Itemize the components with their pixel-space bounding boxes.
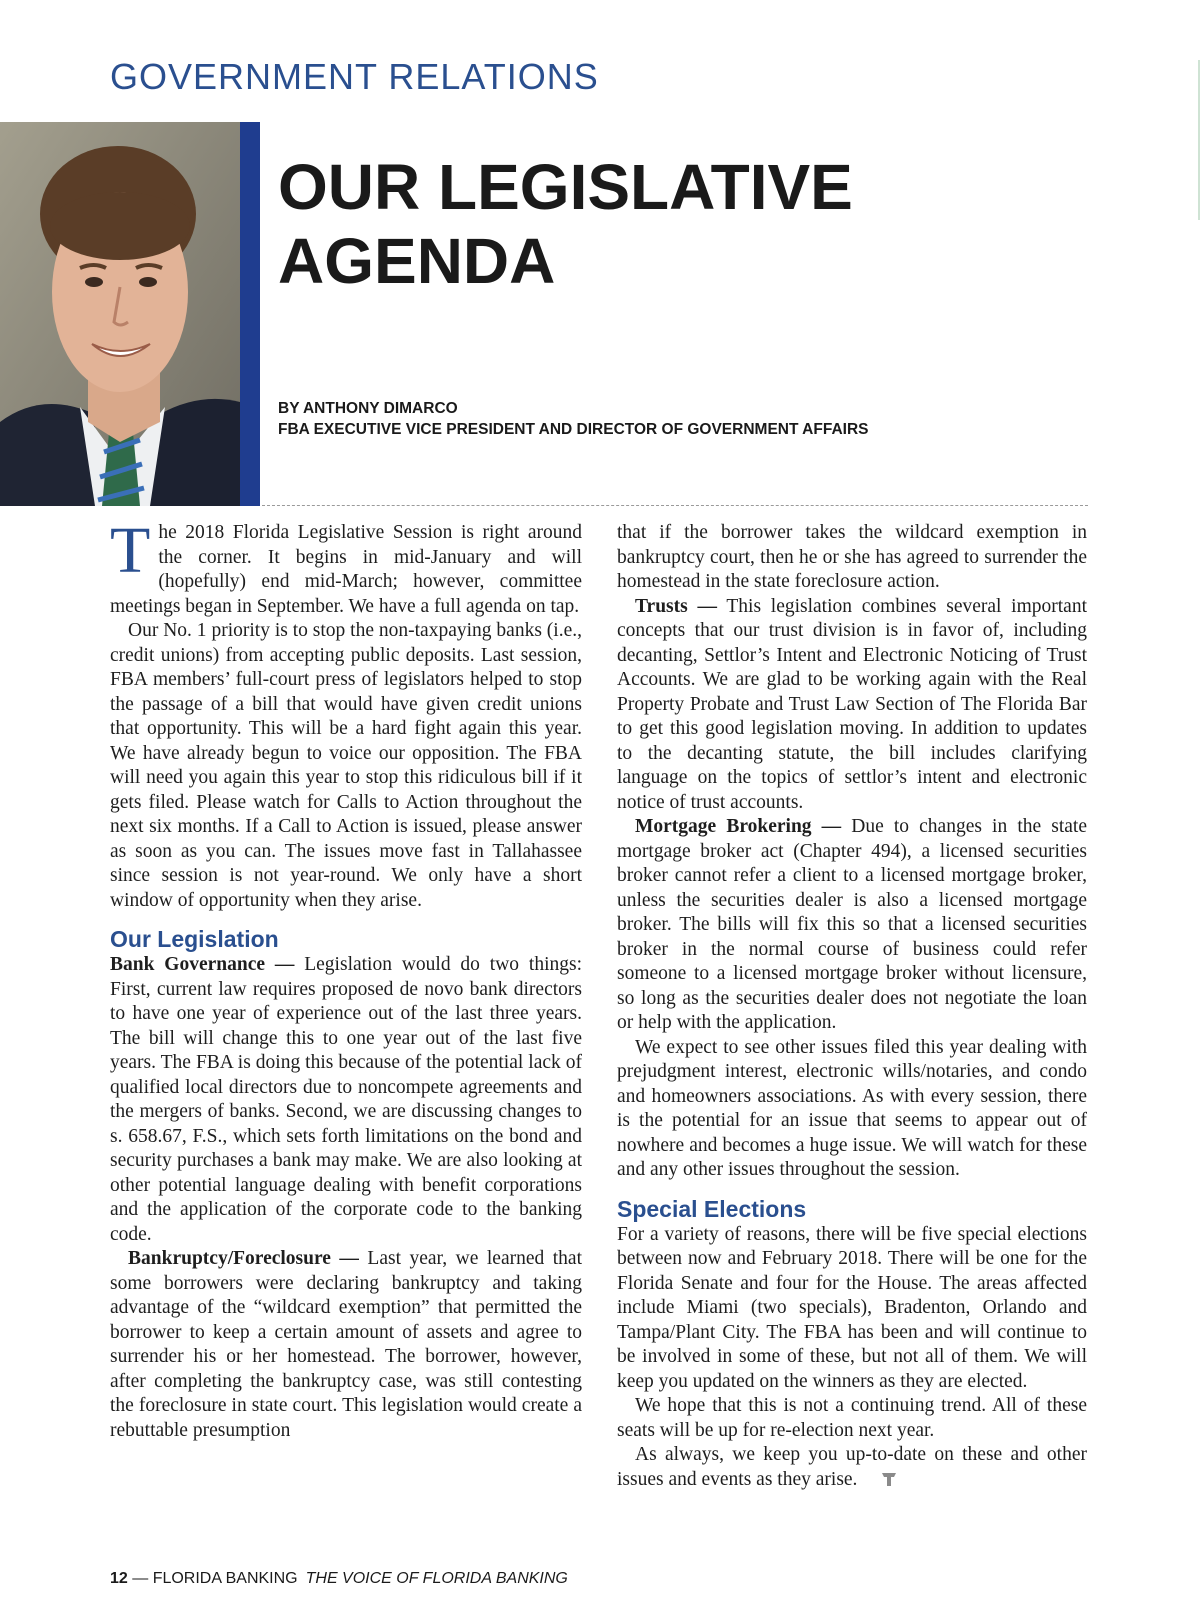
dashed-divider: [262, 505, 1088, 506]
byline: [278, 398, 868, 440]
priority-paragraph: Our No. 1 priority is to stop the non-taxpaying banks (i.e., credit unions) from accepting public deposits. Last session, FBA members’ full-court press of legislators helped to stop the passage of a bill that would have given credit unions that opportunity. This will be a hard fight again this year. We have already begun to voice our opposition. The FBA will need you again this year to stop this ridiculous bill if it gets filed. Please watch for Calls to Action throughout the next six months. If a Call to Action is issued, please answer as soon as you can. The issues move fast in Tallahassee since session is not year-round. We only have a short window of opportunity when they arise.: [110, 620, 582, 911]
heading-our-legislation: Our Legislation: [110, 926, 279, 952]
page-number: 12: [110, 1570, 128, 1587]
publication-tagline: THE VOICE OF FLORIDA BANKING: [305, 1570, 568, 1587]
lead-trusts: Trusts —: [635, 595, 717, 617]
intro-paragraph: The 2018 Florida Legislative Session is right around the corner. It begins in mid-January and will (hopefully) end mid-March; however, committee meetings began in September. We have a full agenda on tap.: [110, 514, 582, 617]
title-line-2: AGENDA: [278, 225, 556, 297]
publication-name: — FLORIDA BANKING: [127, 1570, 298, 1587]
elections-paragraph: For a variety of reasons, there will be five special elections between now and February 2018. There will be one for the Florida Senate and four for the House. The areas affected include Miami (two specials), Bradenton, Orlando and Tampa/Plant City. The FBA has been and will continue to be involved in some of these, but not all of them. We will keep you updated on the winners as they are elected.: [617, 1223, 1087, 1392]
byline-author: BY ANTHONY DIMARCO: [278, 400, 458, 417]
bank-governance-paragraph: Bank Governance — Legislation would do two things: First, current law requires proposed de novo bank directors to have one year of experience out of the last three years. The bill will change this to one year out of the last five years. The FBA is doing this because of the potential lack of qualified local directors due to noncompete agreements and the mergers of banks. Second, we are discussing changes to s. 658.67, F.S., which sets forth limitations on the bond and security purchases a bank may make. We are also looking at other potential language dealing with benefit corporations and the application of the corporate code to the banking code.: [110, 954, 582, 1245]
author-photo: [0, 122, 240, 506]
heading-special-elections: Special Elections: [617, 1195, 807, 1222]
trend-paragraph: We hope that this is not a continuing trend. All of these seats will be up for re-election next year.: [617, 1395, 1087, 1441]
fba-end-mark-icon: [863, 1470, 897, 1495]
right-column: [617, 521, 1087, 1494]
title-accent-bar: [240, 122, 260, 506]
trusts-paragraph: Trusts — This legislation combines several important concepts that our trust division is in favor of, including decanting, Settlor’s Intent and Electronic Noticing of Trust Accounts. We are glad to be working again with the Real Property Probate and Trust Law Section of The Florida Bar to get this good legislation moving. In addition to updates to the decanting statute, the bill includes clarifying language on the topics of settlor’s intent and electronic notice of trust accounts.: [617, 595, 1088, 813]
drop-cap: T: [110, 514, 151, 587]
section-label: GOVERNMENT RELATIONS: [110, 56, 599, 97]
lead-mortgage: Mortgage Brokering —: [635, 816, 842, 837]
other-issues-paragraph: We expect to see other issues filed this year dealing with prejudgment interest, electronic wills/notaries, and condo and homeowners associations. As with every session, there is the potential for an issue that seems to appear out of nowhere and becomes a huge issue. We will watch for these and any other issues throughout the session.: [617, 1036, 1087, 1180]
portrait-image: [0, 122, 240, 506]
closing-paragraph: As always, we keep you up-to-date on these and other issues and events as they arise.: [617, 1443, 1087, 1494]
article-title: [278, 150, 978, 298]
bankruptcy-continued-paragraph: that if the borrower takes the wildcard exemption in bankruptcy court, then he or she has agreed to surrender the homestead in the state foreclosure action.: [617, 522, 1087, 592]
byline-role: FBA EXECUTIVE VICE PRESIDENT AND DIRECTOR OF GOVERNMENT AFFAIRS: [278, 421, 869, 438]
lead-bankruptcy: Bankruptcy/Foreclosure —: [128, 1248, 359, 1269]
mortgage-paragraph: Mortgage Brokering — Due to changes in the state mortgage broker act (Chapter 494), a licensed securities broker cannot refer a client to a licensed mortgage broker, unless the securities dealer is also a licensed mortgage broker. The bills will fix this so that a licensed securities broker in the normal course of business could refer someone to a licensed mortgage broker without licensure, so long as the securities dealer does not negotiate the loan or help with the application.: [617, 816, 1087, 1033]
bankruptcy-paragraph: Bankruptcy/Foreclosure — Last year, we learned that some borrowers were declaring bankruptcy and taking advantage of the “wildcard exemption” that permitted the borrower to keep a certain amount of assets and agree to surrender his or her homestead. The borrower, however, after completing the bankruptcy case, was still contesting the foreclosure in state court. This legislation would create a rebuttable presumption: [110, 1248, 582, 1441]
title-line-1: OUR LEGISLATIVE: [278, 151, 853, 223]
lead-bank-governance: Bank Governance —: [110, 954, 295, 975]
left-column: [110, 514, 582, 1443]
page-footer: [110, 1570, 568, 1588]
